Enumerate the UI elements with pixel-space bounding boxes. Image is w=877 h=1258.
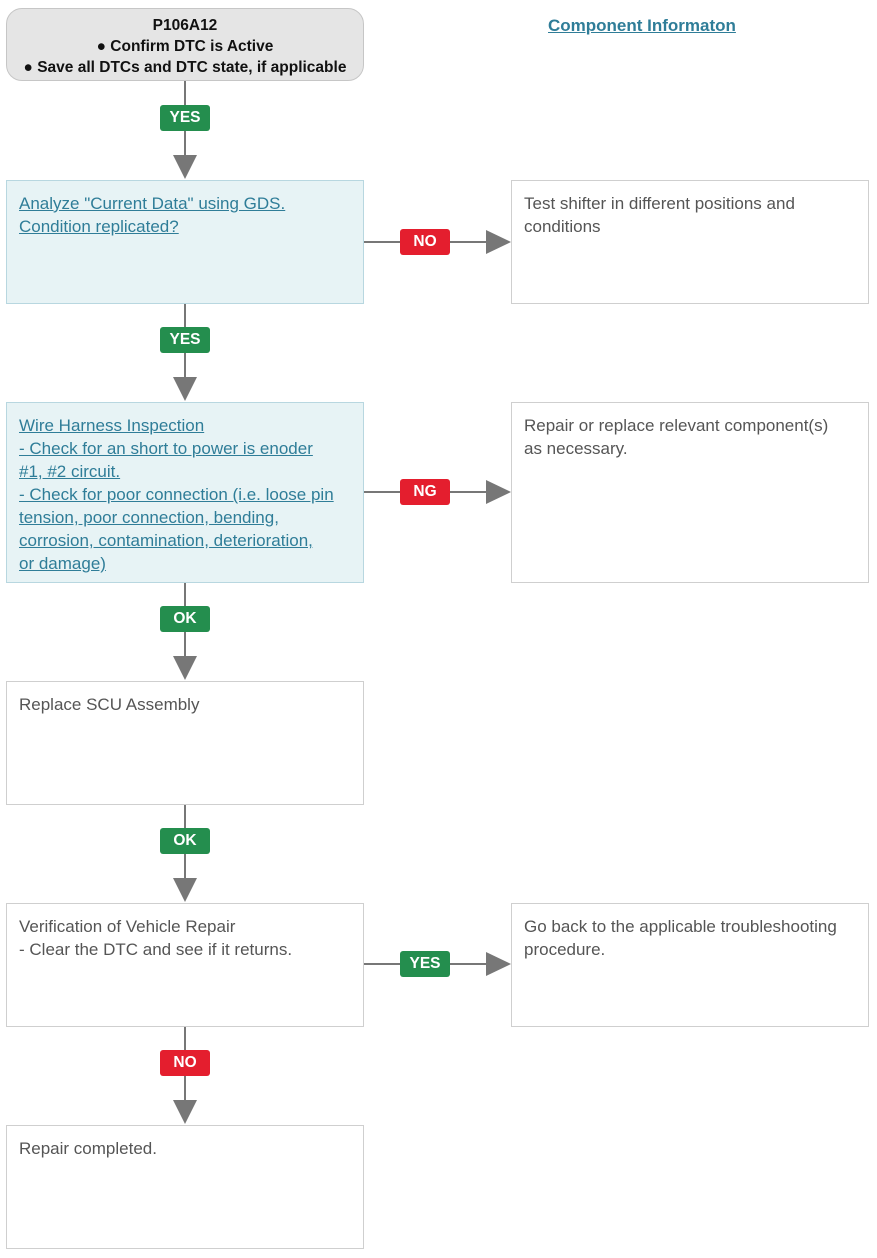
badge-ng: NG bbox=[400, 479, 450, 505]
badge-ok: OK bbox=[160, 606, 210, 632]
step-text-line: or damage) bbox=[19, 554, 106, 573]
badge-no: NO bbox=[400, 229, 450, 255]
badge-ok: OK bbox=[160, 828, 210, 854]
step-go-back-troubleshooting bbox=[511, 903, 869, 1027]
badge-no: NO bbox=[160, 1050, 210, 1076]
step-text-line: Verification of Vehicle Repair bbox=[19, 917, 236, 936]
component-information-link[interactable]: Component Informaton bbox=[548, 16, 736, 35]
arrow-down-icon bbox=[173, 656, 197, 680]
arrow-down-icon bbox=[173, 155, 197, 179]
step-text-line: corrosion, contamination, deterioration, bbox=[19, 531, 313, 550]
arrow-down-icon bbox=[173, 1100, 197, 1124]
dtc-code: P106A12 bbox=[152, 17, 218, 34]
badge-yes: YES bbox=[160, 327, 210, 353]
arrow-down-icon bbox=[173, 377, 197, 401]
step-text-line: conditions bbox=[524, 217, 601, 236]
step-text-line: as necessary. bbox=[524, 439, 628, 458]
badge-yes: YES bbox=[400, 951, 450, 977]
start-item: ● Save all DTCs and DTC state, if applicable bbox=[23, 59, 347, 76]
analyze-current-data-link[interactable] bbox=[19, 192, 355, 238]
step-verification-of-repair bbox=[6, 903, 364, 1027]
step-text-line: Repair or replace relevant component(s) bbox=[524, 416, 829, 435]
step-analyze-current-data bbox=[6, 180, 364, 304]
step-text-line: procedure. bbox=[524, 940, 606, 959]
step-text-line: Wire Harness Inspection bbox=[19, 416, 205, 435]
step-text-line: - Check for an short to power is enoder bbox=[19, 439, 313, 458]
wire-harness-inspection-link[interactable] bbox=[19, 414, 355, 575]
arrow-down-icon bbox=[173, 878, 197, 902]
step-text-line: Replace SCU Assembly bbox=[19, 695, 200, 714]
step-repair-replace-component bbox=[511, 402, 869, 583]
badge-yes: YES bbox=[160, 105, 210, 131]
step-wire-harness-inspection bbox=[6, 402, 364, 583]
step-text-line: - Check for poor connection (i.e. loose pin bbox=[19, 485, 334, 504]
arrow-right-icon bbox=[486, 952, 511, 976]
arrow-right-icon bbox=[486, 480, 511, 504]
step-text-line: Repair completed. bbox=[19, 1139, 157, 1158]
step-test-shifter bbox=[511, 180, 869, 304]
step-text-line: - Clear the DTC and see if it returns. bbox=[19, 940, 293, 959]
step-text-line: Condition replicated? bbox=[19, 217, 179, 236]
step-repair-completed bbox=[6, 1125, 364, 1249]
start-node-dtc bbox=[6, 8, 364, 81]
step-text-line: Go back to the applicable troubleshooting bbox=[524, 917, 837, 936]
start-item: ● Confirm DTC is Active bbox=[96, 38, 274, 55]
step-text-line: Analyze "Current Data" using GDS. bbox=[19, 194, 286, 213]
arrow-right-icon bbox=[486, 230, 511, 254]
step-text-line: Test shifter in different positions and bbox=[524, 194, 795, 213]
step-replace-scu-assembly bbox=[6, 681, 364, 805]
step-text-line: tension, poor connection, bending, bbox=[19, 508, 279, 527]
step-text-line: #1, #2 circuit. bbox=[19, 462, 121, 481]
